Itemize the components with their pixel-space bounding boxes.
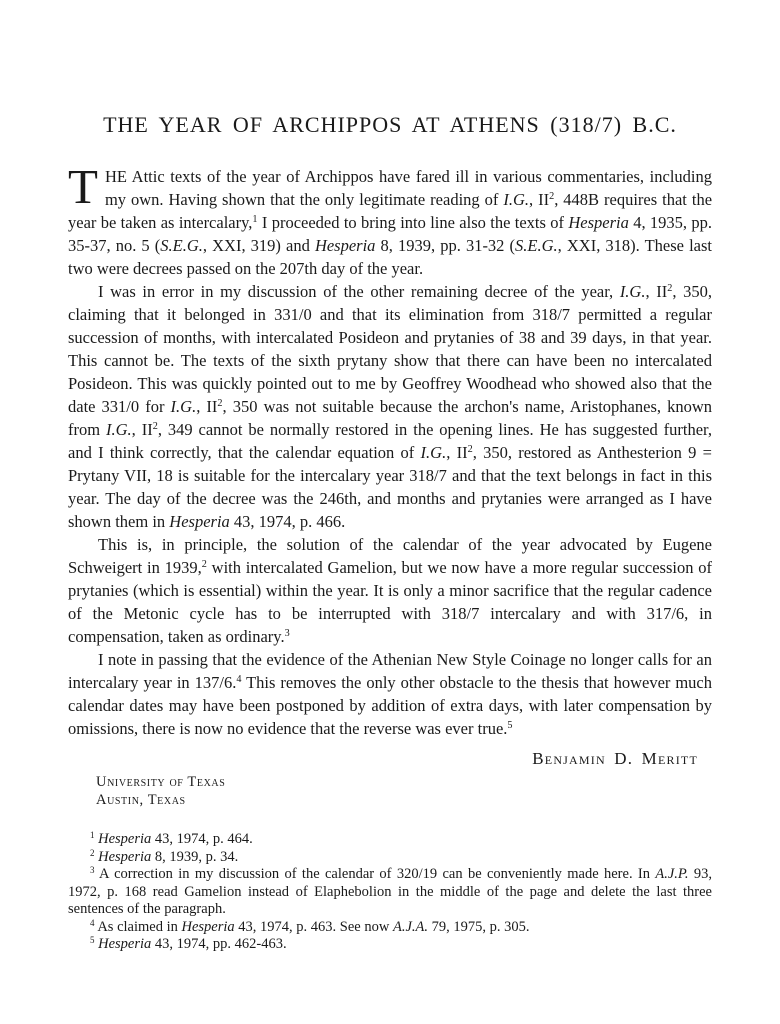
text-run: Hesperia <box>98 936 152 952</box>
text-run: 43, 1974, p. 464. <box>151 831 253 847</box>
text-run: , II <box>131 420 153 439</box>
footnote-reference: 4 <box>236 674 242 686</box>
text-run: S.E.G. <box>515 236 558 255</box>
text-run: I.G. <box>503 190 530 209</box>
text-run: 79, 1975, p. 305. <box>428 918 530 935</box>
text-run: As claimed in <box>94 918 182 935</box>
paragraph <box>68 648 712 740</box>
text-run: I was in error in my discussion of the other remaining decree of the year, <box>98 282 620 301</box>
text-run: HE Attic texts of the year of Archippos have fared ill in various commentaries, including my own. Having shown that the only legitimate reading of <box>104 167 712 209</box>
article-body <box>68 159 713 740</box>
article-title: THE YEAR OF ARCHIPPOS AT ATHENS (318/7) B.C. <box>103 112 677 137</box>
text-run: 43, 1974, p. 466. <box>229 512 346 531</box>
text-run: , II <box>645 282 668 301</box>
text-run: , II <box>446 443 468 462</box>
text-run: S.E.G. <box>160 236 203 255</box>
footnote <box>68 919 712 937</box>
text-run: 43, 1974, p. 463. See now <box>234 918 393 935</box>
footnote-reference: 2 <box>467 444 473 456</box>
text-run: This removes the only other obstacle to the thesis that however much calendar dates may have been postponed by addition of extra days, with later compensation by omissions, there is now no evidence that the reverse was ever true. <box>68 673 712 738</box>
text-run: A.J.A. <box>392 918 428 935</box>
footnotes-section <box>68 831 712 954</box>
affiliation-line: University of Texas <box>96 774 226 790</box>
footnote-reference: 2 <box>217 398 223 410</box>
text-run: Hesperia <box>181 918 235 935</box>
text-run: A.J.P. <box>655 866 689 882</box>
author-signature: Benjamin D. Meritt <box>532 749 698 768</box>
text-run: , 349 cannot be normally restored in the opening lines. He has suggested further, and I think correctly, that the calendar equation of <box>68 420 713 462</box>
footnote-reference: 2 <box>152 421 158 433</box>
footnote <box>68 831 712 849</box>
affiliation-line: Austin, Texas <box>96 792 186 808</box>
footnote-reference: 2 <box>90 847 95 858</box>
text-run: Hesperia <box>568 213 629 232</box>
footnote <box>68 936 712 954</box>
footnote-reference: 2 <box>667 283 673 295</box>
paragraph <box>68 159 713 280</box>
paragraph <box>68 280 712 533</box>
text-run: 8, 1939, p. 34. <box>151 848 239 865</box>
text-run: Hesperia <box>314 236 376 255</box>
text-run: A correction in my discussion of the calendar of 320/19 can be conveniently made here. In <box>94 866 656 882</box>
footnote-reference: 3 <box>284 628 290 640</box>
author-affiliation <box>96 773 712 809</box>
text-run: I proceeded to bring into line also the texts of <box>257 213 569 232</box>
paragraph <box>68 533 712 648</box>
text-run: , 350 was not suitable because the archon's name, Aristophanes, known from <box>68 397 712 439</box>
text-run: This is, in principle, the solution of the calendar of the year advocated by Eugene Schweigert in 1939, <box>68 535 712 577</box>
footnote <box>68 866 712 919</box>
text-run: , II <box>529 190 550 209</box>
text-run: with intercalated Gamelion, but we now have a more regular succession of prytanies (which is essential) within the year. It is only a minor sacrifice that the regular cadence of the Metonic cycle has to be interrupted with 318/7 intercalary and with 317/6, in compensation, taken as ordinary. <box>68 558 713 646</box>
text-run: , XXI, 319) and <box>202 236 315 255</box>
text-run: 93, 1972, p. 168 read Gamelion instead of Elaphebolion in the middle of the page and delete the last three sentences of the paragraph. <box>68 866 712 917</box>
drop-cap: T <box>68 159 98 214</box>
text-run: Hesperia <box>98 831 152 847</box>
footnote-reference: 4 <box>90 917 95 928</box>
footnote <box>68 849 712 867</box>
footnote-reference: 5 <box>507 720 513 732</box>
text-run: 8, 1939, pp. 31-32 ( <box>375 236 516 255</box>
text-run: , 350, claiming that it belonged in 331/0 and that its elimination from 318/7 permitted a regular succession of months, with intercalated Posideon and prytanies of 38 and 39 days, in that year. This cannot be. The texts of the sixth prytany show that there can have been no intercalated Posideon. This was quickly pointed out to me by Geoffrey Woodhead who showed also that the date 331/0 for <box>68 282 712 416</box>
text-run: I.G. <box>106 420 132 439</box>
footnote-reference: 1 <box>90 830 95 841</box>
text-run: I note in passing that the evidence of the Athenian New Style Coinage no longer calls for an intercalary year in 137/6. <box>68 650 712 692</box>
text-run: I.G. <box>170 397 197 416</box>
footnote-reference: 2 <box>201 559 207 571</box>
text-run: I.G. <box>619 282 646 301</box>
text-run: Hesperia <box>98 848 152 865</box>
text-run: Hesperia <box>169 512 230 531</box>
text-run: I.G. <box>420 443 447 462</box>
text-run: 43, 1974, pp. 462-463. <box>151 936 287 952</box>
footnote-reference: 2 <box>549 191 555 203</box>
footnote-reference: 3 <box>90 865 95 876</box>
text-run: , XXI, 318). These last two were decrees passed on the 207th day of the year. <box>68 236 712 278</box>
text-run: , II <box>196 397 218 416</box>
footnote-reference: 1 <box>252 214 258 226</box>
text-run: , 448B requires that the year be taken as intercalary, <box>68 190 713 232</box>
text-run: , 350, restored as Anthesterion 9 = Prytany VII, 18 is suitable for the intercalary year 318/7 and that the text belongs in fact in this year. The day of the decree was the 246th, and months and prytanies were arranged as I have shown them in <box>68 443 712 531</box>
footnote-reference: 5 <box>90 935 95 946</box>
text-run: 4, 1935, pp. 35-37, no. 5 ( <box>68 213 713 255</box>
